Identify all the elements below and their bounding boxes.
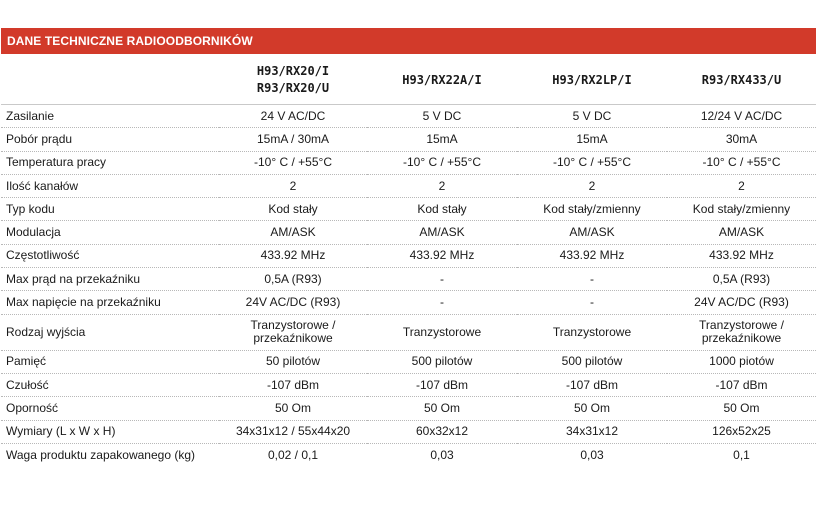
specs-table — [1, 56, 816, 467]
spec-value: - — [367, 268, 517, 291]
spec-value: AM/ASK — [367, 221, 517, 244]
spec-value: 5 V DC — [367, 105, 517, 128]
spec-value: 5 V DC — [517, 105, 667, 128]
spec-value: -107 dBm — [219, 373, 367, 396]
spec-value: 2 — [219, 174, 367, 197]
spec-value: AM/ASK — [517, 221, 667, 244]
spec-value: Kod stały — [367, 198, 517, 221]
column-header-row — [1, 56, 816, 105]
spec-value: 60x32x12 — [367, 420, 517, 443]
spec-value: AM/ASK — [219, 221, 367, 244]
spec-value: 0,5A (R93) — [667, 268, 816, 291]
row-label: Temperatura pracy — [1, 151, 219, 174]
spec-value: 0,1 — [733, 447, 750, 462]
row-label: Wymiary (L x W x H) — [1, 420, 219, 443]
spec-value: 50 Om — [367, 397, 517, 420]
spec-value: 15mA — [517, 128, 667, 151]
model-name: H93/RX22A/I — [402, 72, 482, 87]
spec-value: - — [517, 268, 667, 291]
row-label: Rodzaj wyjścia — [1, 314, 219, 350]
spec-value: 433.92 MHz — [219, 244, 367, 267]
spec-value: Kod stały/zmienny — [667, 198, 816, 221]
row-label: Waga produktu zapakowanego (kg) — [6, 447, 195, 462]
table-row — [1, 151, 816, 174]
spec-value: 24V AC/DC (R93) — [667, 291, 816, 314]
spec-value: Tranzystorowe — [517, 314, 667, 350]
spec-value: -10° C / +55°C — [667, 151, 816, 174]
table-row — [1, 128, 816, 151]
spec-value: 2 — [517, 174, 667, 197]
spec-value: 0,5A (R93) — [219, 268, 367, 291]
spec-value: 50 Om — [219, 397, 367, 420]
spec-value: 50 pilotów — [219, 350, 367, 373]
table-row — [1, 221, 816, 244]
spec-value: Tranzystorowe / przekaźnikowe — [667, 314, 816, 350]
spec-value: 0,02 / 0,1 — [267, 447, 319, 462]
spec-value: 24V AC/DC (R93) — [219, 291, 367, 314]
spec-value: Tranzystorowe / przekaźnikowe — [219, 314, 367, 350]
spec-value: 433.92 MHz — [517, 244, 667, 267]
row-label: Częstotliwość — [1, 244, 219, 267]
table-row — [1, 174, 816, 197]
spec-value: 15mA / 30mA — [219, 128, 367, 151]
spec-value: -10° C / +55°C — [367, 151, 517, 174]
spec-value: Tranzystorowe — [367, 314, 517, 350]
row-label: Max napięcie na przekaźniku — [1, 291, 219, 314]
row-label: Oporność — [1, 397, 219, 420]
spec-value: 500 pilotów — [367, 350, 517, 373]
spec-value: 0,03 — [430, 447, 454, 462]
spec-value: -107 dBm — [367, 373, 517, 396]
table-title-bar — [1, 28, 816, 54]
spec-value: 1000 piotów — [667, 350, 816, 373]
table-title: DANE TECHNICZNE RADIOODBORNIKÓW — [7, 34, 253, 48]
spec-value: 34x31x12 — [517, 420, 667, 443]
spec-value: AM/ASK — [667, 221, 816, 244]
spec-value: 2 — [667, 174, 816, 197]
spec-value: - — [517, 291, 667, 314]
table-row — [1, 244, 816, 267]
column-header-model — [667, 56, 816, 105]
spec-value: 50 Om — [517, 397, 667, 420]
spec-value: 15mA — [367, 128, 517, 151]
table-row — [1, 350, 816, 373]
spec-value: 0,03 — [580, 447, 604, 462]
model-name: R93/RX20/U — [256, 81, 330, 95]
model-name: H93/RX20/I — [256, 64, 330, 78]
row-label: Czułość — [1, 373, 219, 396]
spec-value: 12/24 V AC/DC — [667, 105, 816, 128]
model-name: H93/RX2LP/I — [552, 72, 632, 87]
spec-value: 30mA — [667, 128, 816, 151]
spec-value: 50 Om — [667, 397, 816, 420]
spec-value: 24 V AC/DC — [219, 105, 367, 128]
spec-value: 126x52x25 — [667, 420, 816, 443]
table-row — [1, 105, 816, 128]
column-header-model — [219, 56, 367, 105]
row-label: Pobór prądu — [1, 128, 219, 151]
row-label: Typ kodu — [1, 198, 219, 221]
column-header-blank — [1, 56, 219, 105]
spec-value: 433.92 MHz — [667, 244, 816, 267]
table-row — [1, 420, 816, 443]
spec-value: 34x31x12 / 55x44x20 — [219, 420, 367, 443]
row-label: Ilość kanałów — [1, 174, 219, 197]
column-header-model — [517, 56, 667, 105]
spec-value: - — [367, 291, 517, 314]
row-label: Pamięć — [1, 350, 219, 373]
spec-value: Kod stały — [219, 198, 367, 221]
spec-value: -10° C / +55°C — [517, 151, 667, 174]
table-row — [1, 314, 816, 350]
model-name: R93/RX433/U — [701, 72, 782, 87]
spec-value: -107 dBm — [517, 373, 667, 396]
table-row — [1, 397, 816, 420]
spec-value: 500 pilotów — [517, 350, 667, 373]
spec-value: 2 — [367, 174, 517, 197]
row-label: Modulacja — [1, 221, 219, 244]
table-row — [1, 268, 816, 291]
table-row — [1, 373, 816, 396]
table-row — [1, 291, 816, 314]
row-label: Zasilanie — [1, 105, 219, 128]
row-label: Max prąd na przekaźniku — [1, 268, 219, 291]
column-header-model — [367, 56, 517, 105]
spec-value: Kod stały/zmienny — [517, 198, 667, 221]
spec-value: -107 dBm — [667, 373, 816, 396]
spec-value: -10° C / +55°C — [219, 151, 367, 174]
table-row — [1, 443, 816, 466]
spec-value: 433.92 MHz — [367, 244, 517, 267]
table-row — [1, 198, 816, 221]
